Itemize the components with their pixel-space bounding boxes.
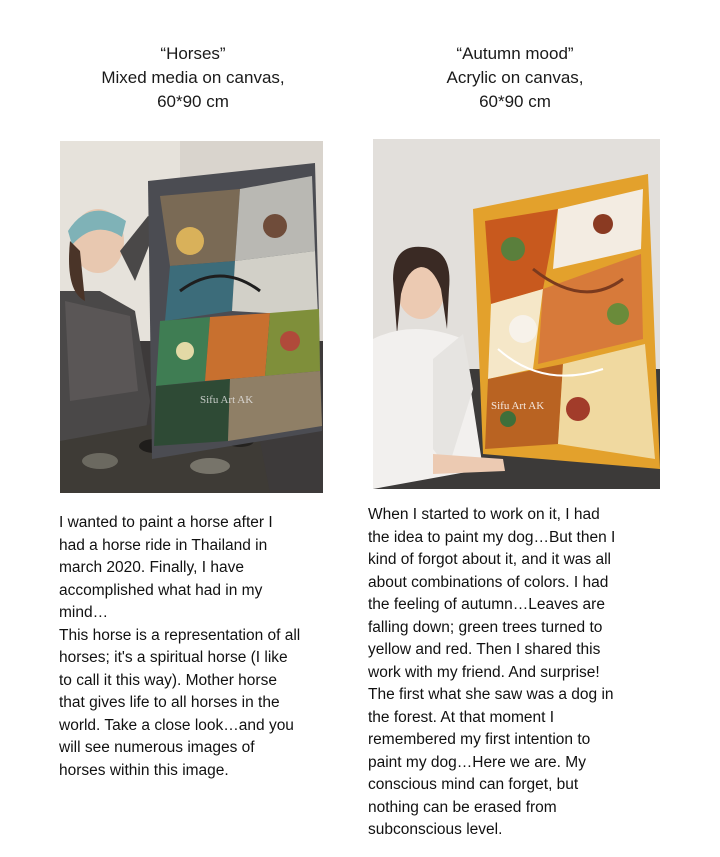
autumn-text-line: falling down; green trees turned to (368, 618, 603, 636)
horses-medium: Mixed media on canvas, (101, 68, 285, 87)
horses-text-line: I wanted to paint a horse after I (59, 514, 273, 531)
autumn-text-line: kind of forgot about it, and it was all (368, 551, 611, 568)
autumn-text-line: When I started to work on it, I had (368, 506, 600, 523)
autumn-text-line: paint my dog…Here we are. My (368, 753, 586, 771)
autumn-caption (373, 42, 657, 114)
autumn-text-line: work with my friend. And surprise! (368, 663, 600, 681)
autumn-photo (373, 139, 660, 489)
autumn-text-line: about combinations of colors. I had (368, 573, 609, 591)
autumn-text-line: the idea to paint my dog…But then I (368, 528, 616, 546)
autumn-text-line: the forest. At that moment I (368, 708, 555, 726)
horses-text-line: mind… (59, 604, 109, 621)
horses-photo-image (60, 141, 323, 493)
autumn-text-line: subconscious level. (368, 821, 503, 838)
autumn-medium: Acrylic on canvas, (446, 68, 584, 87)
horses-description (59, 512, 329, 782)
horses-text-line: This horse is a representation of all (59, 626, 301, 644)
autumn-text-line: yellow and red. Then I shared this (368, 641, 601, 658)
autumn-watermark: Sifu Art AK (491, 400, 545, 412)
horses-text-line: will see numerous images of (59, 739, 255, 756)
autumn-text-line: the feeling of autumn…Leaves are (368, 596, 605, 613)
horses-title: “Horses” (160, 44, 226, 63)
autumn-text-line: remembered my first intention to (368, 731, 591, 748)
autumn-description (368, 504, 658, 842)
horses-watermark: Sifu Art AK (200, 394, 254, 406)
horses-text-line: accomplished what had in my (59, 581, 263, 599)
horses-text-line: to call it this way). Mother horse (59, 671, 277, 689)
horses-size: 60*90 cm (157, 92, 229, 111)
horses-text-line: horses within this image. (59, 761, 229, 779)
autumn-text-line: conscious mind can forget, but (368, 776, 579, 793)
horses-text-line: march 2020. Finally, I have (59, 559, 244, 576)
horses-caption (62, 42, 324, 114)
horses-text-line: had a horse ride in Thailand in (59, 536, 268, 554)
autumn-text-line: nothing can be erased from (368, 798, 557, 816)
horses-text-line: horses; it's a spiritual horse (I like (59, 649, 288, 666)
autumn-size: 60*90 cm (479, 92, 551, 111)
horses-text-line: world. Take a close look…and you (59, 716, 294, 734)
autumn-text-line: The first what she saw was a dog in (368, 686, 614, 703)
autumn-title: “Autumn mood” (456, 44, 574, 63)
autumn-photo-image (373, 139, 660, 489)
horses-text-line: that gives life to all horses in the (59, 694, 280, 711)
horses-photo (60, 141, 323, 493)
